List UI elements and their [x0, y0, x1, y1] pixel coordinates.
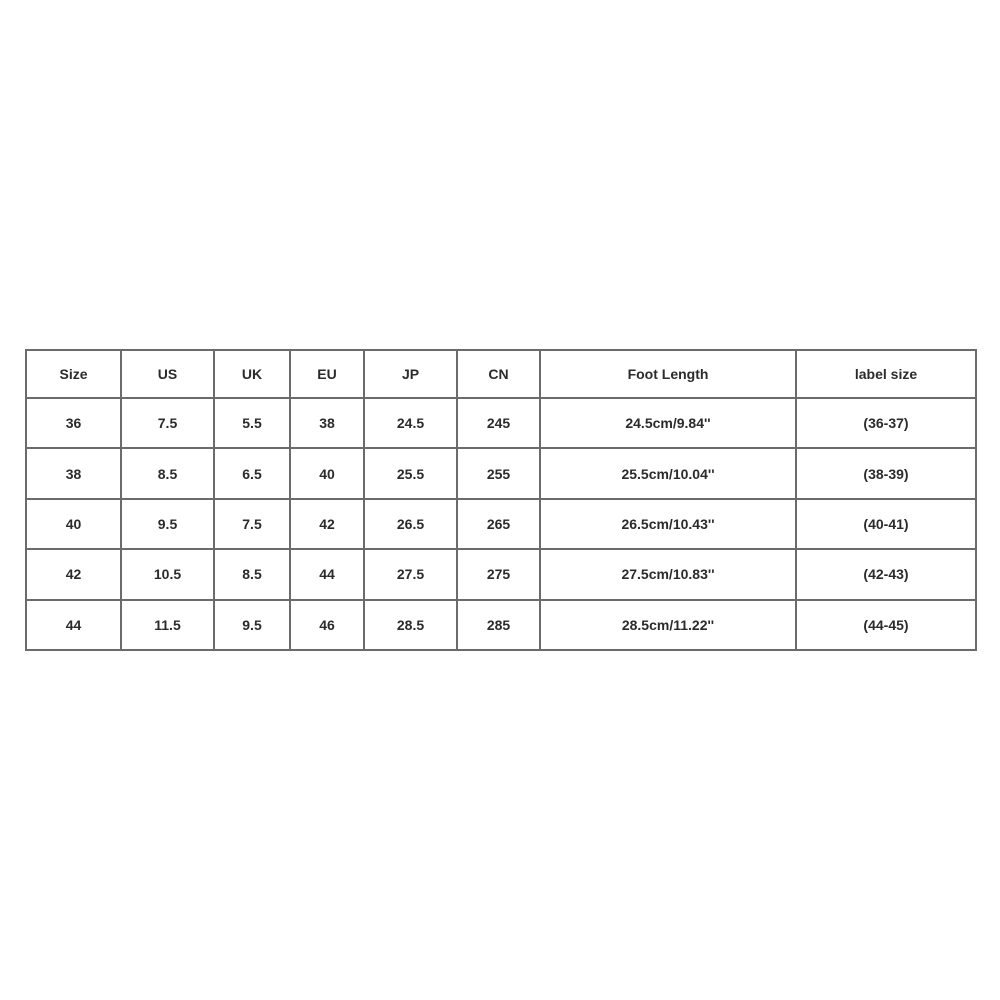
cell-foot-length: 27.5cm/10.83'' — [540, 549, 796, 599]
cell-eu: 46 — [290, 600, 364, 650]
cell-label-size: (38-39) — [796, 448, 976, 498]
cell-size: 40 — [26, 499, 121, 549]
table-row — [26, 398, 976, 448]
cell-jp: 27.5 — [364, 549, 457, 599]
cell-uk: 5.5 — [214, 398, 290, 448]
cell-foot-length: 26.5cm/10.43'' — [540, 499, 796, 549]
table-row — [26, 499, 976, 549]
cell-size: 42 — [26, 549, 121, 599]
cell-cn: 265 — [457, 499, 540, 549]
cell-eu: 42 — [290, 499, 364, 549]
cell-eu: 44 — [290, 549, 364, 599]
cell-jp: 24.5 — [364, 398, 457, 448]
cell-us: 10.5 — [121, 549, 214, 599]
header-label-size: label size — [796, 350, 976, 398]
cell-label-size: (36-37) — [796, 398, 976, 448]
cell-us: 7.5 — [121, 398, 214, 448]
header-cn: CN — [457, 350, 540, 398]
header-us: US — [121, 350, 214, 398]
cell-label-size: (44-45) — [796, 600, 976, 650]
cell-uk: 9.5 — [214, 600, 290, 650]
cell-size: 36 — [26, 398, 121, 448]
cell-size: 38 — [26, 448, 121, 498]
header-uk: UK — [214, 350, 290, 398]
cell-foot-length: 24.5cm/9.84'' — [540, 398, 796, 448]
cell-us: 11.5 — [121, 600, 214, 650]
cell-eu: 40 — [290, 448, 364, 498]
table-row — [26, 549, 976, 599]
cell-cn: 245 — [457, 398, 540, 448]
header-size: Size — [26, 350, 121, 398]
cell-size: 44 — [26, 600, 121, 650]
cell-uk: 7.5 — [214, 499, 290, 549]
cell-us: 8.5 — [121, 448, 214, 498]
cell-us: 9.5 — [121, 499, 214, 549]
cell-jp: 28.5 — [364, 600, 457, 650]
header-foot-length: Foot Length — [540, 350, 796, 398]
cell-foot-length: 28.5cm/11.22'' — [540, 600, 796, 650]
cell-uk: 6.5 — [214, 448, 290, 498]
cell-label-size: (42-43) — [796, 549, 976, 599]
cell-foot-length: 25.5cm/10.04'' — [540, 448, 796, 498]
cell-jp: 26.5 — [364, 499, 457, 549]
table-header-row — [26, 350, 976, 398]
cell-cn: 275 — [457, 549, 540, 599]
table-row — [26, 448, 976, 498]
table-row — [26, 600, 976, 650]
cell-uk: 8.5 — [214, 549, 290, 599]
size-chart-table — [25, 349, 977, 651]
cell-cn: 285 — [457, 600, 540, 650]
cell-cn: 255 — [457, 448, 540, 498]
cell-jp: 25.5 — [364, 448, 457, 498]
cell-eu: 38 — [290, 398, 364, 448]
header-jp: JP — [364, 350, 457, 398]
cell-label-size: (40-41) — [796, 499, 976, 549]
header-eu: EU — [290, 350, 364, 398]
